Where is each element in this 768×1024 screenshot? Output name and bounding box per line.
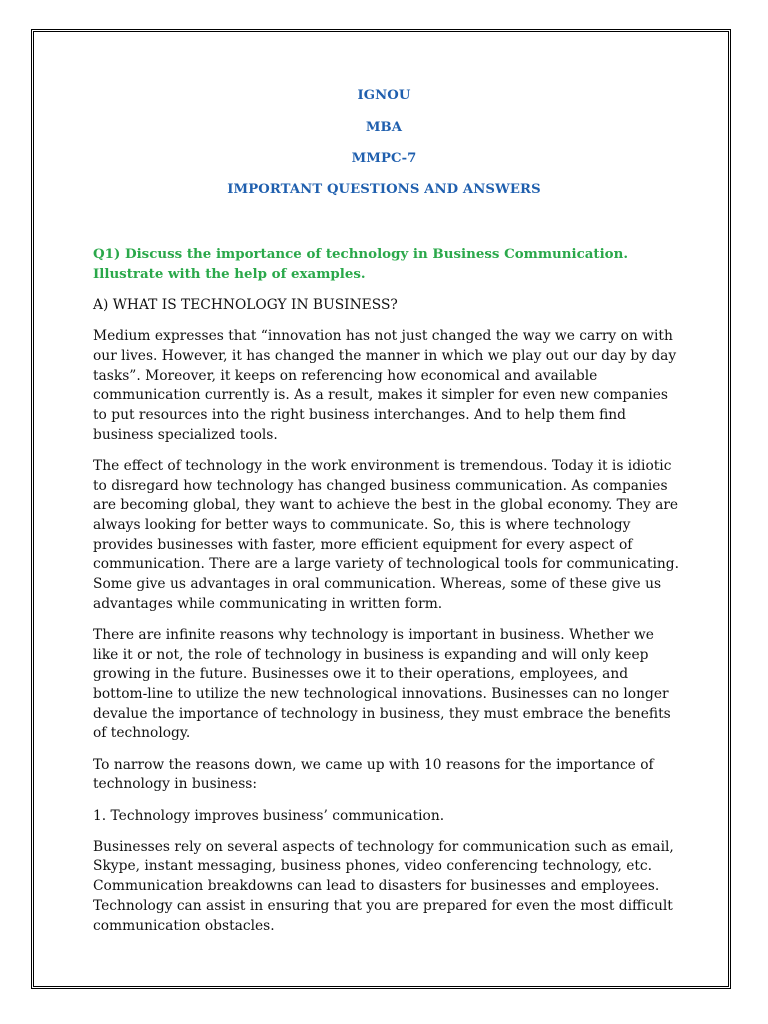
paragraph: Businesses rely on several aspects of technology for communication such as email, Skype, instant messaging, business phones, video conferencing technology, etc. Communication breakdowns can lead to disasters for businesses and employees. Technology can assist in ensuring that you are prepared for even the most difficult communication obstacles. [93,838,674,934]
section-heading: A) WHAT IS TECHNOLOGY IN BUSINESS? [93,296,398,313]
paragraph: There are infinite reasons why technology is important in business. Whether we like it or not, the role of technology in business is expanding and will only keep growing in the future. Businesses owe it to their operations, employees, and bottom-line to utilize the new technological innovations. Businesses can no longer devalue the importance of technology in business, they must embrace the benefits of technology. [93,626,671,742]
question-heading: Q1) Discuss the importance of technology in Business Communication. Illustrate with the help of examples. [93,246,628,282]
list-item: 1. Technology improves business’ communication. [93,807,445,824]
header-course-code: MMPC-7 [351,151,417,166]
paragraph: The effect of technology in the work environment is tremendous. Today it is idiotic to disregard how technology has changed business communication. As companies are becoming global, they want to achieve the best in the global economy. They are always looking for better ways to communicate. So, this is where technology provides businesses with faster, more efficient equipment for every aspect of communication. There are a large variety of technological tools for communicating. Some give us advantages in oral communication. Whereas, some of these give us advantages while communicating in written form. [93,457,680,612]
header-program: MBA [365,120,403,135]
header-institution: IGNOU [357,88,411,103]
document-body [93,245,683,948]
paragraph: To narrow the reasons down, we came up with 10 reasons for the importance of technology in business: [93,756,654,793]
paragraph: Medium expresses that “innovation has not just changed the way we carry on with our lives. However, it has changed the manner in which we play out our day by day tasks”. Moreover, it keeps on referencing how economical and available communication currently is. As a result, makes it simpler for even new companies to put resources into the right business interchanges. And to help them find business specialized tools. [93,328,677,443]
header-title: IMPORTANT QUESTIONS AND ANSWERS [227,182,541,197]
